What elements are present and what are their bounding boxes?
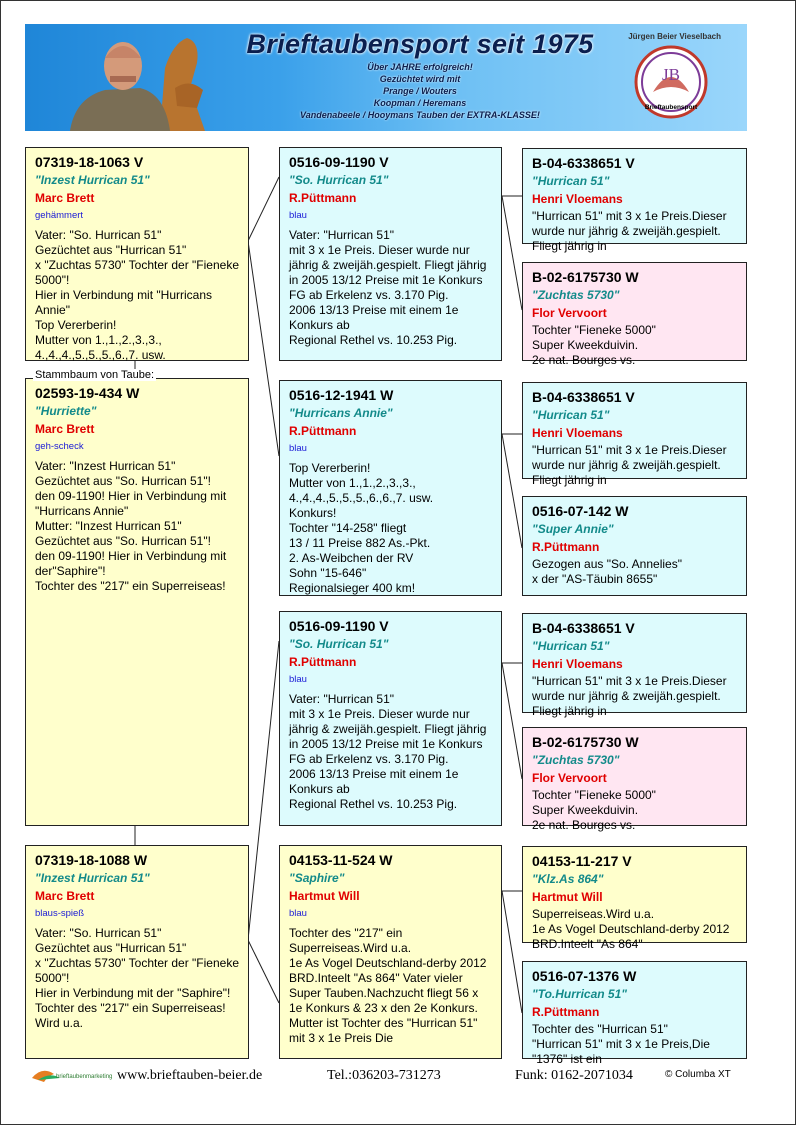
card-great-grandparent[interactable] — [522, 727, 747, 832]
card-father[interactable] — [25, 147, 249, 361]
card-grandparent[interactable] — [279, 147, 502, 361]
ring-number: B-02-6175730 W — [532, 734, 639, 750]
footer-phone: Tel.:036203-731273 — [327, 1068, 441, 1083]
ring-number: 0516-12-1941 W — [289, 387, 394, 403]
pigeon-description: Top Vererberin! Mutter von 1.,1.,2.,3.,3., 4.,4.,4.,5.,5.,5.,6.,6.,7. usw. Konkurs! Tochter "14-258" fliegt 13 / 11 Preise 882 As.-Pkt. 2. As-Weibchen der RV Sohn "15-646" Regionalsieger 400 km! — [289, 461, 434, 595]
card-great-grandparent[interactable] — [522, 496, 747, 596]
pigeon-description: Tochter des "Hurrican 51" "Hurrican 51" mit 3 x 1e Preis,Die "1376" ist ein — [532, 1022, 710, 1066]
pigeon-color: blau — [289, 674, 307, 685]
card-mother[interactable] — [25, 845, 249, 1059]
ring-number: B-04-6338651 V — [532, 155, 635, 171]
pigeon-name: "To.Hurrican 51" — [532, 987, 627, 1001]
card-subject[interactable] — [25, 378, 249, 826]
pigeon-description: "Hurrican 51" mit 3 x 1e Preis.Dieser wurde nur jährig & zweijäh.gespielt. Fliegt jährig in — [532, 443, 727, 487]
owner-name: Henri Vloemans — [532, 426, 623, 440]
owner-name: Marc Brett — [35, 422, 95, 436]
owner-name: Henri Vloemans — [532, 657, 623, 671]
owner-name: Hartmut Will — [289, 889, 360, 903]
ring-number: B-04-6338651 V — [532, 389, 635, 405]
pigeon-description: Tochter des "217" ein Superreiseas.Wird u.a. 1e As Vogel Deutschland-derby 2012 BRD.Inteelt "As 864" Vater vieler Super Tauben.Nachzucht fliegt 56 x 1e Konkurs & 23 x den 2e Konkurs. Mutter ist Tochter des "Hurrican 51" mit 3 x 1e Preis Die — [289, 926, 487, 1045]
owner-name: R.Püttmann — [289, 424, 357, 438]
owner-name: R.Püttmann — [532, 540, 600, 554]
owner-name: R.Püttmann — [532, 1005, 600, 1019]
pigeon-color: blau — [289, 210, 307, 221]
ring-number: 0516-09-1190 V — [289, 154, 389, 170]
stammbaum-label: Stammbaum von Taube: — [35, 369, 155, 381]
pigeon-color: blau — [289, 443, 307, 454]
footer-website[interactable]: www.brieftauben-beier.de — [117, 1068, 263, 1083]
header-tagline: Vandenabeele / Hooymans Tauben der EXTRA-KLASSE! — [300, 110, 540, 120]
pigeon-description: Vater: "So. Hurrican 51" Gezüchtet aus "Hurrican 51" x "Zuchtas 5730" Tochter der "Fieneke 5000"! Hier in Verbindung mit der "Saphire"! Tochter des "217" ein Superreiseas! Wird u.a. — [35, 926, 239, 1030]
header-title: Brieftaubensport seit 1975 — [246, 29, 594, 59]
footer-copyright: © Columba XT — [665, 1069, 731, 1080]
card-grandparent[interactable] — [279, 611, 502, 826]
pigeon-name: "Super Annie" — [532, 522, 614, 536]
pigeon-description: "Hurrican 51" mit 3 x 1e Preis.Dieser wurde nur jährig & zweijäh.gespielt. Fliegt jährig in — [532, 209, 727, 253]
footer-logo — [30, 1064, 113, 1084]
pigeon-name: "Hurricans Annie" — [289, 406, 393, 420]
pigeon-color: blau — [289, 908, 307, 919]
card-great-grandparent[interactable] — [522, 262, 747, 367]
pigeon-name: "Hurrican 51" — [532, 639, 610, 653]
ring-number: 0516-07-1376 W — [532, 968, 637, 984]
pigeon-name: "Klz.As 864" — [532, 872, 604, 886]
owner-name: Hartmut Will — [532, 890, 603, 904]
card-great-grandparent[interactable] — [522, 613, 747, 718]
pigeon-color: geh-scheck — [35, 441, 84, 452]
pigeon-name: "Saphire" — [289, 871, 345, 885]
owner-name: Marc Brett — [35, 191, 95, 205]
pigeon-description: Vater: "Hurrican 51" mit 3 x 1e Preis. Dieser wurde nur jährig & zweijäh.gespielt. Fliegt jährig in 2005 13/12 Preise mit 1e Konkurs FG ab Erkelenz vs. 3.170 Pig. 2006 13/13 Preise mit einem 1e Konkurs ab Regional Rethel vs. 10.253 Pig. — [289, 228, 487, 347]
pigeon-description: Gezogen aus "So. Annelies" x der "AS-Täubin 8655" — [532, 557, 682, 586]
ring-number: B-02-6175730 W — [532, 269, 639, 285]
pigeon-name: "So. Hurrican 51" — [289, 637, 389, 651]
header-tagline: Koopman / Heremans — [373, 98, 467, 108]
ring-number: 0516-07-142 W — [532, 503, 629, 519]
breeder-name: Jürgen Beier Vieselbach — [628, 32, 721, 41]
card-great-grandparent[interactable] — [522, 382, 747, 487]
pigeon-name: "Hurrican 51" — [532, 408, 610, 422]
pigeon-name: "Zuchtas 5730" — [532, 753, 620, 767]
logo-initials: JB — [662, 65, 680, 84]
header-tagline: Über JAHRE erfolgreich! — [367, 62, 473, 72]
pigeon-description: Vater: "Hurrican 51" mit 3 x 1e Preis. Dieser wurde nur jährig & zweijäh.gespielt. Fliegt jährig in 2005 13/12 Preise mit 1e Konkurs FG ab Erkelenz vs. 3.170 Pig. 2006 13/13 Preise mit einem 1e Konkurs ab Regional Rethel vs. 10.253 Pig. — [289, 692, 487, 811]
pigeon-name: "So. Hurrican 51" — [289, 173, 389, 187]
card-great-grandparent[interactable] — [522, 846, 747, 951]
card-grandparent[interactable] — [279, 845, 502, 1059]
ring-number: 04153-11-524 W — [289, 852, 393, 868]
owner-name: Flor Vervoort — [532, 306, 607, 320]
owner-name: R.Püttmann — [289, 191, 357, 205]
pigeon-name: "Inzest Hurrican 51" — [35, 173, 150, 187]
owner-name: Flor Vervoort — [532, 771, 607, 785]
card-great-grandparent[interactable] — [522, 148, 747, 253]
ring-number: 07319-18-1088 W — [35, 852, 148, 868]
pigeon-name: "Zuchtas 5730" — [532, 288, 620, 302]
card-great-grandparent[interactable] — [522, 961, 747, 1066]
pigeon-description: Vater: "So. Hurrican 51" Gezüchtet aus "Hurrican 51" x "Zuchtas 5730" Tochter der "Fieneke 5000"! Hier in Verbindung mit "Hurricans Annie" Top Vererberin! Mutter von 1.,1.,2.,3.,3., 4.,4.,4.,5.,5.,5.,6.,7. usw. — [35, 228, 239, 362]
ring-number: 07319-18-1063 V — [35, 154, 144, 170]
owner-name: Marc Brett — [35, 889, 95, 903]
ring-number: 02593-19-434 W — [35, 385, 140, 401]
pigeon-color: gehämmert — [35, 210, 84, 221]
owner-name: Henri Vloemans — [532, 192, 623, 206]
pigeon-name: "Inzest Hurrican 51" — [35, 871, 150, 885]
pigeon-color: blaus-spieß — [35, 908, 85, 919]
pigeon-description: Superreiseas.Wird u.a. 1e As Vogel Deutschland-derby 2012 BRD.Inteelt "As 864" — [532, 907, 730, 951]
header-tagline: Prange / Wouters — [383, 86, 457, 96]
footer-mobile: Funk: 0162-2071034 — [515, 1068, 633, 1083]
ring-number: 04153-11-217 V — [532, 853, 632, 869]
pigeon-description: "Hurrican 51" mit 3 x 1e Preis.Dieser wurde nur jährig & zweijäh.gespielt. Fliegt jährig in — [532, 674, 727, 718]
ring-number: 0516-09-1190 V — [289, 618, 389, 634]
pigeon-description: Vater: "Inzest Hurrican 51" Gezüchtet aus "So. Hurrican 51"! den 09-1190! Hier in Verbindung mit "Hurricans Annie" Mutter: "Inzest Hurrican 51" Gezüchtet aus "So. Hurrican 51"! den 09-1190! Hier in Verbindung mit der"Saphire"! Tochter des "217" ein Superreiseas! — [35, 459, 227, 593]
footer-logo-text: brieftaubenmarketing — [56, 1074, 113, 1080]
pigeon-description: Tochter "Fieneke 5000" Super Kweekduivin. 2e nat. Bourges vs. — [532, 323, 656, 367]
logo-text: Brieftaubensport — [644, 104, 698, 111]
card-grandparent[interactable] — [279, 380, 502, 596]
ring-number: B-04-6338651 V — [532, 620, 635, 636]
header-tagline: Gezüchtet wird mit — [379, 74, 461, 84]
pigeon-description: Tochter "Fieneke 5000" Super Kweekduivin. 2e nat. Bourges vs. — [532, 788, 656, 832]
pigeon-name: "Hurriette" — [35, 404, 97, 418]
pigeon-name: "Hurrican 51" — [532, 174, 610, 188]
owner-name: R.Püttmann — [289, 655, 357, 669]
